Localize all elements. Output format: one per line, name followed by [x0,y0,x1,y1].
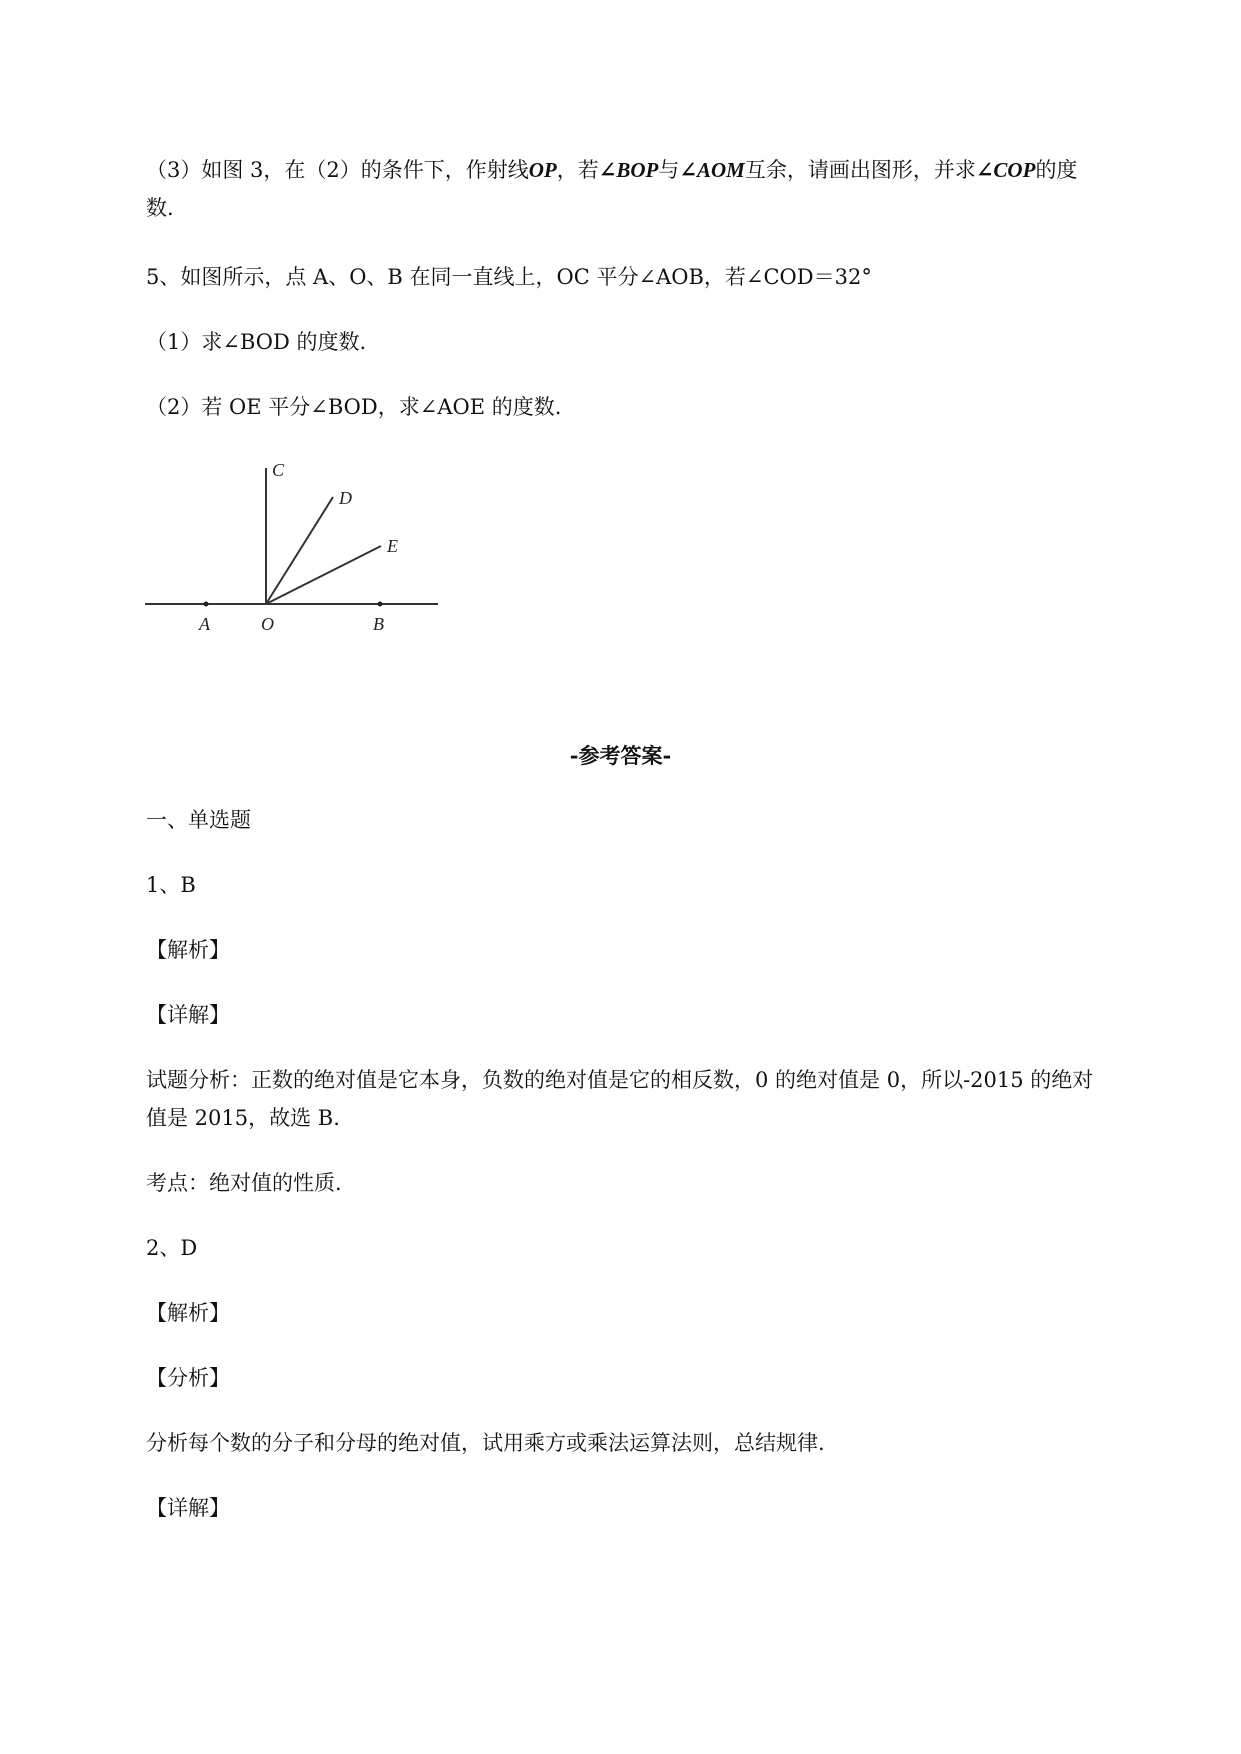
label-d: D [339,488,352,508]
angle-figure [140,448,440,648]
math-angle-cop: ∠COP [975,158,1036,182]
q5-part2: （2）若 OE 平分∠BOD，求∠AOE 的度数. [146,395,562,419]
answer-2-detail-tag: 【详解】 [146,1496,230,1520]
answers-title: -参考答案- [569,743,672,768]
answer-1-text-line1: 试题分析：正数的绝对值是它本身，负数的绝对值是它的相反数，0 的绝对值是 0，所以-2015 的绝对 [146,1068,1094,1092]
label-e: E [387,536,398,556]
label-b: B [373,614,384,634]
q5-stem: 5、如图所示，点 A、O、B 在同一直线上，OC 平分∠AOB，若∠COD＝32° [146,265,872,289]
q4-part3-line1: （3）如图 3，在（2）的条件下，作射线OP，若∠BOP与∠AOM互余，请画出图形，并求∠COP的度 [146,158,1078,182]
q4-part3-line2: 数. [146,196,174,220]
label-o: O [261,614,274,634]
math-angle-bop: ∠BOP [598,158,659,182]
answer-2-label: 2、D [146,1236,198,1260]
math-angle-aom: ∠AOM [679,158,745,182]
answer-1-label: 1、B [146,873,196,897]
answer-1-analysis-tag: 【解析】 [146,938,230,962]
label-a: A [199,614,210,634]
q5-part1: （1）求∠BOD 的度数. [146,330,367,354]
answer-1-text-line2: 值是 2015，故选 B. [146,1106,340,1130]
answer-2-analysis-tag: 【解析】 [146,1301,230,1325]
answer-2-text: 分析每个数的分子和分母的绝对值，试用乘方或乘法运算法则，总结规律. [146,1431,825,1455]
answer-1-point: 考点：绝对值的性质. [146,1171,342,1195]
label-c: C [272,460,285,480]
math-op: OP [528,158,557,182]
answer-2-analyze-tag: 【分析】 [146,1366,230,1390]
section-heading: 一、单选题 [146,808,251,832]
point-a [204,602,209,607]
point-b [378,602,383,607]
answer-1-detail-tag: 【详解】 [146,1003,230,1027]
